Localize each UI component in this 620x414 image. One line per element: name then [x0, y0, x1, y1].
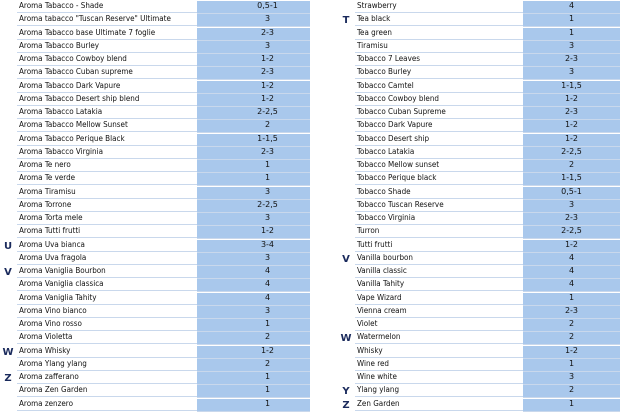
aroma-name: Zen Garden	[355, 399, 523, 411]
aroma-name: Tobacco Shade	[355, 187, 523, 199]
dosage-value: 1-2	[197, 346, 338, 359]
table-row	[338, 399, 620, 412]
section-letter: W	[0, 346, 16, 359]
section-letter	[338, 346, 354, 359]
dosage-value: 3	[197, 306, 338, 319]
dosage-value: 4	[523, 266, 620, 279]
dosage-value: 1	[197, 385, 338, 398]
aroma-name: Aroma Te nero	[17, 160, 197, 172]
table-row	[0, 94, 310, 107]
aroma-name: Aroma Torrone	[17, 200, 197, 212]
section-letter	[0, 187, 16, 200]
aroma-name: Aroma Vaniglia classica	[17, 279, 197, 291]
section-letter	[338, 1, 354, 14]
table-row	[338, 359, 620, 372]
aroma-name: Tobacco Cuban Supreme	[355, 107, 523, 119]
aroma-name: Tobacco Cowboy blend	[355, 94, 523, 106]
aroma-name: Aroma zafferano	[17, 372, 197, 384]
aroma-name: Aroma Zen Garden	[17, 385, 197, 397]
dosage-value: 2-3	[523, 213, 620, 226]
table-row	[0, 279, 310, 292]
table-row	[338, 372, 620, 385]
section-letter: U	[0, 240, 16, 253]
dosage-value: 3	[523, 41, 620, 54]
section-letter	[0, 107, 16, 120]
table-row	[0, 226, 310, 239]
section-letter	[0, 67, 16, 80]
aroma-name: Strawberry	[355, 1, 523, 13]
table-row	[338, 160, 620, 173]
table-row	[0, 160, 310, 173]
aroma-name: Vanilla Tahity	[355, 279, 523, 291]
table-row	[0, 319, 310, 332]
section-letter	[338, 28, 354, 41]
table-row	[338, 200, 620, 213]
table-row	[0, 359, 310, 372]
aroma-name: Aroma Vaniglia Bourbon	[17, 266, 197, 278]
section-letter	[338, 359, 354, 372]
section-letter: Z	[0, 372, 16, 385]
aroma-name: Aroma Tabacco base Ultimate 7 foglie	[17, 28, 197, 40]
dosage-value: 4	[197, 266, 338, 279]
aroma-name: Vanilla classic	[355, 266, 523, 278]
dosage-value: 1-1,5	[197, 134, 338, 147]
table-row	[338, 213, 620, 226]
dosage-value: 1-2	[197, 54, 338, 67]
aroma-name: Vape Wizard	[355, 293, 523, 305]
dosage-value: 2-3	[523, 306, 620, 319]
section-letter	[0, 385, 16, 398]
aroma-name: Aroma Vaniglia Tahity	[17, 293, 197, 305]
dosage-value: 4	[523, 279, 620, 292]
table-row	[0, 306, 310, 319]
section-letter	[0, 306, 16, 319]
table-row	[0, 173, 310, 186]
section-letter	[338, 41, 354, 54]
aroma-name: Tobacco Desert ship	[355, 134, 523, 146]
dosage-value: 3-4	[197, 240, 338, 253]
table-row	[338, 134, 620, 147]
section-letter	[338, 293, 354, 306]
aroma-name: Tobacco Mellow sunset	[355, 160, 523, 172]
aroma-name: Tobacco 7 Leaves	[355, 54, 523, 66]
table-row	[338, 41, 620, 54]
dosage-value: 3	[523, 67, 620, 80]
dosage-value: 1	[523, 28, 620, 41]
table-row	[0, 266, 310, 279]
aroma-name: Aroma Tabacco - Shade	[17, 1, 197, 13]
dosage-value: 2	[523, 385, 620, 398]
dosage-value: 1-2	[197, 226, 338, 239]
table-row	[338, 173, 620, 186]
section-letter	[0, 54, 16, 67]
section-letter	[0, 28, 16, 41]
table-row	[338, 94, 620, 107]
table-row	[338, 279, 620, 292]
dosage-value: 2-2,5	[523, 147, 620, 160]
table-row	[338, 28, 620, 41]
dosage-value: 1	[523, 359, 620, 372]
table-row	[338, 54, 620, 67]
section-letter	[0, 279, 16, 292]
aroma-name: Aroma Tabacco Cowboy blend	[17, 54, 197, 66]
table-row	[0, 41, 310, 54]
aroma-name: Tobacco Latakia	[355, 147, 523, 159]
table-row	[338, 81, 620, 94]
section-letter	[0, 200, 16, 213]
dosage-value: 4	[523, 253, 620, 266]
table-row	[0, 200, 310, 213]
dosage-value: 3	[197, 253, 338, 266]
section-letter: T	[338, 14, 354, 27]
table-row	[0, 81, 310, 94]
dosage-value: 1-2	[523, 240, 620, 253]
section-letter	[338, 319, 354, 332]
aroma-name: Vienna cream	[355, 306, 523, 318]
aroma-name: Aroma Tabacco Latakia	[17, 107, 197, 119]
dosage-value: 1	[197, 372, 338, 385]
section-letter: Z	[338, 399, 354, 412]
aroma-name: Turron	[355, 226, 523, 238]
dosage-value: 1-1,5	[523, 173, 620, 186]
table-row	[338, 226, 620, 239]
section-letter	[0, 399, 16, 412]
aroma-name: Tea green	[355, 28, 523, 40]
table-row	[0, 120, 310, 133]
section-letter	[338, 372, 354, 385]
aroma-name: Aroma Tabacco Virginia	[17, 147, 197, 159]
table-row	[0, 134, 310, 147]
dosage-value: 1-2	[523, 346, 620, 359]
table-row	[0, 372, 310, 385]
section-letter	[0, 1, 16, 14]
dosage-value: 2	[197, 332, 338, 345]
dosage-value: 2-2,5	[523, 226, 620, 239]
aroma-name: Aroma Tabacco Dark Vapure	[17, 81, 197, 93]
aroma-name: Aroma Uva fragola	[17, 253, 197, 265]
dosage-value: 2	[523, 160, 620, 173]
dosage-value: 2-2,5	[197, 107, 338, 120]
dosage-value: 2-3	[197, 67, 338, 80]
section-letter	[0, 173, 16, 186]
section-letter	[0, 14, 16, 27]
aroma-name: Aroma zenzero	[17, 399, 197, 411]
dosage-value: 3	[197, 213, 338, 226]
table-row	[0, 1, 310, 14]
dosage-value: 1-2	[197, 81, 338, 94]
dosage-value: 2-3	[523, 107, 620, 120]
section-letter	[0, 134, 16, 147]
aroma-name: Wine red	[355, 359, 523, 371]
dosage-value: 2-2,5	[197, 200, 338, 213]
aroma-name: Aroma Tutti frutti	[17, 226, 197, 238]
table-row	[0, 54, 310, 67]
section-letter: V	[338, 253, 354, 266]
aroma-name: Aroma Vino rosso	[17, 319, 197, 331]
dosage-value: 1	[197, 319, 338, 332]
aroma-name: Aroma Uva bianca	[17, 240, 197, 252]
aroma-name: Tobacco Perique black	[355, 173, 523, 185]
table-row	[0, 253, 310, 266]
section-letter	[338, 147, 354, 160]
section-letter	[0, 41, 16, 54]
section-letter	[0, 332, 16, 345]
aroma-name: Aroma Te verde	[17, 173, 197, 185]
aroma-name: Whisky	[355, 346, 523, 358]
section-letter	[338, 160, 354, 173]
aroma-name: Aroma Tabacco Cuban supreme	[17, 67, 197, 79]
section-letter	[0, 120, 16, 133]
dosage-value: 3	[197, 187, 338, 200]
section-letter	[0, 213, 16, 226]
dosage-value: 4	[197, 279, 338, 292]
table-row	[338, 240, 620, 253]
table-row	[338, 319, 620, 332]
right-aroma-table	[338, 0, 620, 414]
aroma-name: Watermelon	[355, 332, 523, 344]
table-row	[0, 67, 310, 80]
dosage-value: 4	[197, 293, 338, 306]
section-letter	[338, 54, 354, 67]
aroma-name: Tobacco Dark Vapure	[355, 120, 523, 132]
section-letter	[338, 279, 354, 292]
dosage-value: 1	[197, 399, 338, 412]
aroma-name: Aroma Tabacco Burley	[17, 41, 197, 53]
aroma-name: Tobacco Virginia	[355, 213, 523, 225]
table-row	[0, 187, 310, 200]
section-letter: Y	[338, 385, 354, 398]
table-row	[338, 14, 620, 27]
dosage-value: 1-2	[523, 120, 620, 133]
dosage-value: 0,5-1	[523, 187, 620, 200]
table-row	[0, 107, 310, 120]
section-letter	[0, 253, 16, 266]
aroma-name: Tobacco Tuscan Reserve	[355, 200, 523, 212]
dosage-value: 4	[523, 1, 620, 14]
table-row	[338, 67, 620, 80]
dosage-value: 3	[523, 200, 620, 213]
table-row	[338, 120, 620, 133]
aroma-name: Aroma Vino bianco	[17, 306, 197, 318]
table-row	[338, 293, 620, 306]
dosage-value: 2-3	[197, 147, 338, 160]
column-gap	[310, 0, 338, 414]
aroma-name: Aroma Ylang ylang	[17, 359, 197, 371]
dosage-value: 1	[523, 293, 620, 306]
section-letter	[338, 81, 354, 94]
table-row	[0, 399, 310, 412]
section-letter	[338, 306, 354, 319]
aroma-name: Aroma Whisky	[17, 346, 197, 358]
section-letter	[338, 226, 354, 239]
table-row	[0, 293, 310, 306]
section-letter	[338, 94, 354, 107]
table-row	[0, 213, 310, 226]
aroma-name: Aroma Tiramisu	[17, 187, 197, 199]
dosage-value: 1	[523, 399, 620, 412]
section-letter: V	[0, 266, 16, 279]
dosage-value: 3	[523, 372, 620, 385]
table-row	[338, 266, 620, 279]
section-letter	[0, 226, 16, 239]
section-letter	[338, 134, 354, 147]
aroma-name: Aroma Violetta	[17, 332, 197, 344]
section-letter	[0, 359, 16, 372]
dosage-value: 1-2	[523, 134, 620, 147]
aroma-name: Tobacco Camtel	[355, 81, 523, 93]
section-letter	[338, 173, 354, 186]
section-letter	[338, 200, 354, 213]
table-row	[0, 147, 310, 160]
table-row	[338, 332, 620, 345]
section-letter	[0, 81, 16, 94]
dosage-value: 2	[197, 120, 338, 133]
aroma-name: Tutti frutti	[355, 240, 523, 252]
aroma-name: Aroma tabacco "Tuscan Reserve" Ultimate	[17, 14, 197, 26]
section-letter	[338, 107, 354, 120]
dosage-value: 1	[197, 160, 338, 173]
table-row	[0, 346, 310, 359]
section-letter	[338, 266, 354, 279]
table-row	[338, 346, 620, 359]
aroma-name: Aroma Tabacco Mellow Sunset	[17, 120, 197, 132]
dosage-value: 2	[197, 359, 338, 372]
dosage-value: 2	[523, 319, 620, 332]
table-row	[338, 147, 620, 160]
table-row	[338, 253, 620, 266]
dosage-value: 1-2	[523, 94, 620, 107]
section-letter	[338, 213, 354, 226]
section-letter	[0, 319, 16, 332]
table-row	[338, 306, 620, 319]
dosage-value: 3	[197, 14, 338, 27]
aroma-name: Vanilla bourbon	[355, 253, 523, 265]
table-row	[338, 187, 620, 200]
table-row	[338, 107, 620, 120]
table-row	[0, 385, 310, 398]
table-row	[0, 332, 310, 345]
aroma-name: Tiramisu	[355, 41, 523, 53]
section-letter: W	[338, 332, 354, 345]
table-row	[338, 1, 620, 14]
table-row	[0, 28, 310, 41]
aroma-name: Tea black	[355, 14, 523, 26]
section-letter	[0, 160, 16, 173]
dosage-value: 1-1,5	[523, 81, 620, 94]
dosage-value: 2-3	[197, 28, 338, 41]
aroma-name: Aroma Torta mele	[17, 213, 197, 225]
aroma-name: Ylang ylang	[355, 385, 523, 397]
dosage-value: 2	[523, 332, 620, 345]
aroma-name: Wine white	[355, 372, 523, 384]
section-letter	[0, 94, 16, 107]
table-row	[338, 385, 620, 398]
aroma-name: Violet	[355, 319, 523, 331]
dosage-value: 1	[523, 14, 620, 27]
section-letter	[338, 67, 354, 80]
dosage-value: 1-2	[197, 94, 338, 107]
dosage-value: 0,5-1	[197, 1, 338, 14]
dosage-value: 3	[197, 41, 338, 54]
aroma-name: Aroma Tabacco Desert ship blend	[17, 94, 197, 106]
section-letter	[0, 293, 16, 306]
aroma-name: Aroma Tabacco Perique Black	[17, 134, 197, 146]
section-letter	[338, 120, 354, 133]
section-letter	[338, 187, 354, 200]
section-letter	[0, 147, 16, 160]
aroma-name: Tobacco Burley	[355, 67, 523, 79]
section-letter	[338, 240, 354, 253]
table-row	[0, 14, 310, 27]
dosage-value: 1	[197, 173, 338, 186]
dosage-value: 2-3	[523, 54, 620, 67]
table-row	[0, 240, 310, 253]
